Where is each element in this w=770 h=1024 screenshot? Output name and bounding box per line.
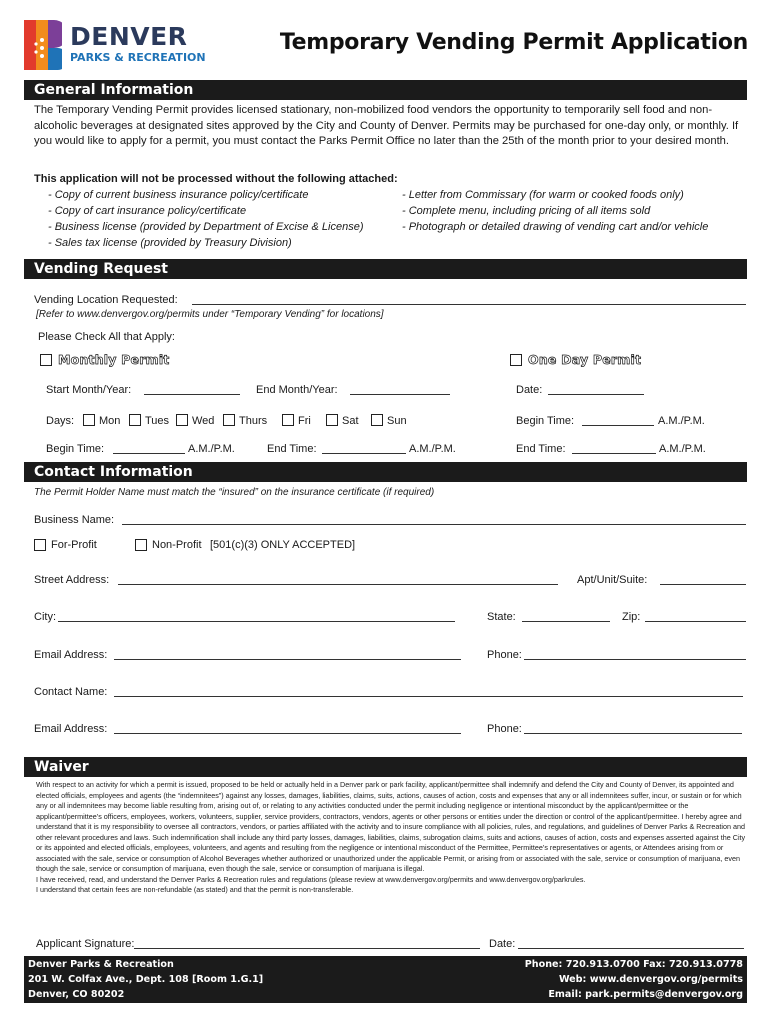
non-profit-checkbox[interactable] [135, 539, 147, 551]
attachment-item: - Letter from Commissary (for warm or cooked foods only) [402, 189, 684, 201]
zip-label: Zip: [622, 611, 641, 623]
contact-email-label: Email Address: [34, 723, 108, 735]
waiver-body: With respect to an activity for which a permit is issued, proposed to be held or actually held in a Denver park or park facility, applicant/permittee shall indemnify and defend the City and County of Denver, its appointed and elected officials, employees and agents (the “indemnitees”) against any losses, damages, liabilities, claims, suits, actions, causes of action, costs and expenses that any or all indemnitees suffer, incur, or sustain or for which any or all indemnitees may become liable resulting from, arising out of, or relating to any activities conducted under the permit including negligence or intentional misconduct by the applicant/permittee or the applicant/permittee’s officers, employees, workers, volunteers, supplier, service providers, contractors, vendors, agents or other persons or entities under the direction or control of the applicant/permittee. I hereby agree and understand that it is my responsibility to oversee all contractors, vendors, or parties affiliated with the activity and to insure compliance with all policies, rules, and regulations, and guidelines of Denver Parks & Recreation and other relevant procedures and laws. Such indemnification shall include any third party losses, damages, liabilities, claims, subrogation claims, suits and actions, causes of action, costs and expenses asserted against the City or its appointed and elected officials, employees, volunteers, and agents and resulting from the negligence or intentional misconduct of the Permittee, Permittee’s representatives or agents, or Attendees arising from or associated with the sale, service or consumption of Alcohol Beverages whether authorized or unauthorized under the applicable Permit, or arising from or associated with the sale, service or consumption of marijuana, even though the sale, service or consumption of marijuana, even though the sale, service or consumption of marijuana is illegal. [36, 780, 746, 873]
apt-label: Apt/Unit/Suite: [577, 574, 648, 586]
start-month-label: Start Month/Year: [46, 384, 132, 396]
contact-name-label: Contact Name: [34, 686, 108, 698]
one-day-begin-time-field[interactable] [582, 425, 654, 426]
logo-wordmark [70, 24, 206, 64]
day-tues-checkbox[interactable] [129, 414, 141, 426]
day-fri-checkbox[interactable] [282, 414, 294, 426]
contact-information-heading: Contact Information [24, 462, 747, 482]
non-profit-label: Non-Profit [152, 539, 202, 551]
business-name-field[interactable] [122, 524, 746, 525]
waiver-heading: Waiver [24, 757, 747, 777]
ampm-label: A.M./P.M. [658, 415, 705, 427]
state-label: State: [487, 611, 516, 623]
contact-note: The Permit Holder Name must match the “insured” on the insurance certificate (if required) [34, 487, 435, 498]
vending-request-heading: Vending Request [24, 259, 747, 279]
general-information-heading: General Information [24, 80, 747, 100]
phone-field[interactable] [524, 659, 746, 660]
waiver-acknowledgement: I have received, read, and understand the Denver Parks & Recreation rules and regulations (please review at www.denvergov.org/permits and www.denvergov.org/parkrules. [36, 874, 586, 884]
day-thurs-checkbox[interactable] [223, 414, 235, 426]
attachment-item: - Sales tax license (provided by Treasury Division) [48, 237, 292, 249]
day-sun-label: Sun [387, 415, 407, 427]
page-title: Temporary Vending Permit Application [279, 30, 748, 55]
attachment-item: - Copy of cart insurance policy/certificate [48, 205, 247, 217]
street-address-field[interactable] [118, 584, 558, 585]
location-label: Vending Location Requested: [34, 294, 178, 306]
footer-address-line1: 201 W. Colfax Ave., Dept. 108 [Room 1.G.1] [28, 974, 264, 985]
one-day-begin-time-label: Begin Time: [516, 415, 575, 427]
day-thurs-label: Thurs [239, 415, 268, 427]
monthly-begin-time-label: Begin Time: [46, 443, 105, 455]
waiver-fees-note: I understand that certain fees are non-refundable (as stated) and that the permit is non-transferable. [36, 885, 354, 894]
page-footer [24, 956, 747, 1003]
apt-field[interactable] [660, 584, 746, 585]
day-wed-checkbox[interactable] [176, 414, 188, 426]
one-day-end-time-label: End Time: [516, 443, 566, 455]
attachment-item: - Business license (provided by Department of Excise & License) [48, 221, 364, 233]
street-address-label: Street Address: [34, 574, 110, 586]
footer-web: Web: www.denvergov.org/permits [558, 974, 743, 985]
location-note: [Refer to www.denvergov.org/permits under “Temporary Vending” for locations] [36, 309, 384, 320]
end-month-field[interactable] [350, 394, 450, 395]
city-label: City: [34, 611, 56, 623]
email-label: Email Address: [34, 649, 108, 661]
attachment-item: - Copy of current business insurance policy/certificate [48, 189, 309, 201]
attachment-item: - Complete menu, including pricing of all items sold [402, 205, 651, 217]
one-day-date-label: Date: [516, 384, 543, 396]
denver-parks-logo-icon [24, 20, 62, 70]
ampm-label: A.M./P.M. [659, 443, 706, 455]
intro-paragraph: The Temporary Vending Permit provides licensed stationary, non-mobilized food vendors the opportunity to temporarily sell food and non-alcoholic beverages at designated sites approved by the City and County of Denver. Permits may be purchased for one-day only, or monthly. If you would like to apply for a permit, you must contact the Parks Permit Office no later than the 25th of the month prior to your desired month. [34, 104, 739, 147]
one-day-permit-checkbox[interactable] [510, 354, 522, 366]
signature-date-label: Date: [489, 938, 516, 950]
day-mon-checkbox[interactable] [83, 414, 95, 426]
ampm-label: A.M./P.M. [409, 443, 456, 455]
days-label: Days: [46, 415, 75, 427]
check-all-label: Please Check All that Apply: [38, 331, 175, 343]
footer-contact [525, 957, 743, 1002]
one-day-permit-label: One Day Permit [528, 352, 642, 367]
waiver-text [36, 780, 750, 896]
contact-email-field[interactable] [114, 733, 461, 734]
for-profit-label: For-Profit [51, 539, 97, 551]
day-wed-label: Wed [192, 415, 215, 427]
day-sat-checkbox[interactable] [326, 414, 338, 426]
contact-phone-label: Phone: [487, 723, 522, 735]
email-field[interactable] [114, 659, 461, 660]
signature-label: Applicant Signature: [36, 938, 135, 950]
monthly-end-time-label: End Time: [267, 443, 317, 455]
for-profit-checkbox[interactable] [34, 539, 46, 551]
day-sun-checkbox[interactable] [371, 414, 383, 426]
monthly-end-time-field[interactable] [322, 453, 406, 454]
footer-address-line2: Denver, CO 80202 [28, 989, 125, 1000]
signature-date-field[interactable] [518, 948, 744, 949]
end-month-label: End Month/Year: [256, 384, 338, 396]
attachment-item: - Photograph or detailed drawing of vending cart and/or vehicle [402, 221, 709, 233]
contact-phone-field[interactable] [524, 733, 742, 734]
day-tues-label: Tues [145, 415, 170, 427]
day-sat-label: Sat [342, 415, 359, 427]
logo-name: DENVER [70, 22, 188, 51]
footer-address [28, 957, 263, 1002]
contact-name-field[interactable] [114, 696, 743, 697]
monthly-permit-checkbox[interactable] [40, 354, 52, 366]
business-name-label: Business Name: [34, 514, 115, 526]
one-day-end-time-field[interactable] [572, 453, 656, 454]
footer-email: Email: park.permits@denvergov.org [548, 989, 743, 1000]
start-month-field[interactable] [144, 394, 240, 395]
one-day-date-field[interactable] [548, 394, 644, 395]
footer-org: Denver Parks & Recreation [28, 959, 174, 970]
non-profit-note: [501(c)(3) ONLY ACCEPTED] [210, 539, 356, 551]
day-fri-label: Fri [298, 415, 311, 427]
page-header [24, 18, 748, 74]
logo-subtitle: PARKS & RECREATION [70, 51, 206, 64]
day-mon-label: Mon [99, 415, 121, 427]
phone-label: Phone: [487, 649, 522, 661]
attachments-heading: This application will not be processed without the following attached: [34, 173, 398, 185]
city-field[interactable] [58, 621, 455, 622]
signature-field[interactable] [134, 948, 480, 949]
state-field[interactable] [522, 621, 610, 622]
monthly-begin-time-field[interactable] [113, 453, 185, 454]
footer-phone-fax: Phone: 720.913.0700 Fax: 720.913.0778 [524, 959, 743, 970]
zip-field[interactable] [645, 621, 746, 622]
ampm-label: A.M./P.M. [188, 443, 235, 455]
location-field[interactable] [192, 304, 746, 305]
monthly-permit-label: Monthly Permit [58, 352, 170, 367]
